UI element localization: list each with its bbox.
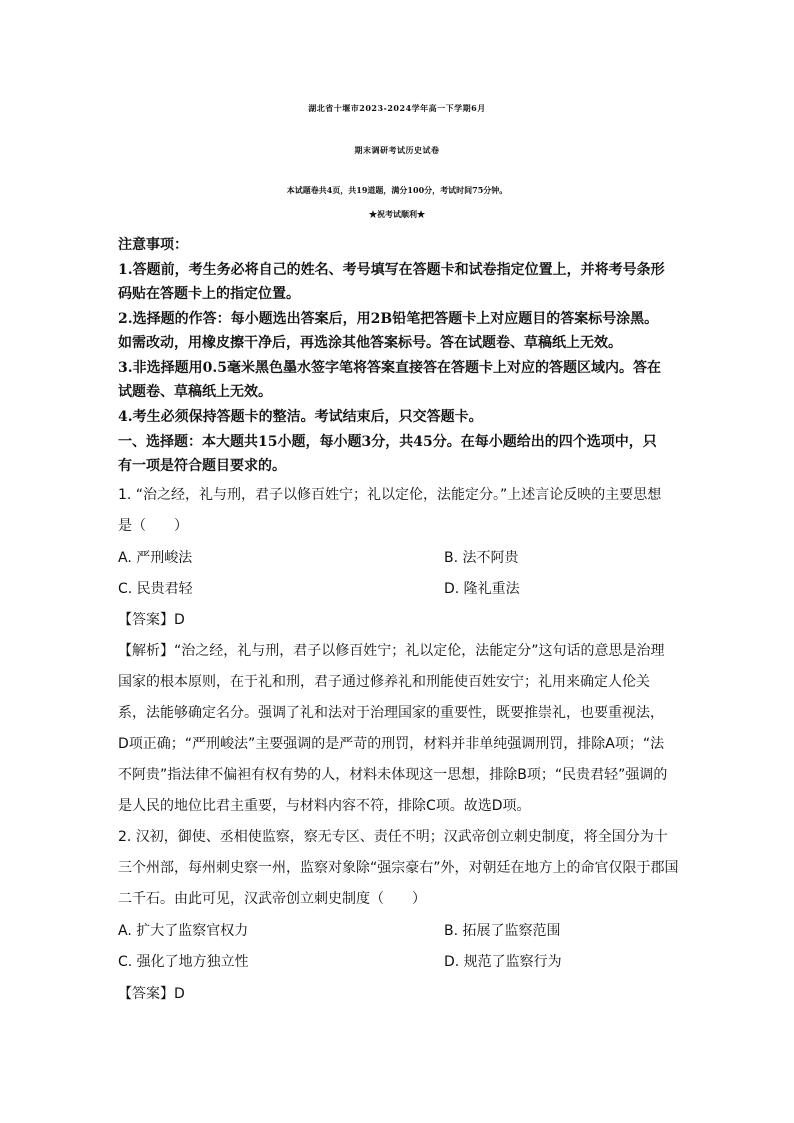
- note-1-line1: 1.答题前，考生务必将自己的姓名、考号填写在答题卡和试卷指定位置上，并将考号条形: [118, 262, 665, 278]
- q1-analysis-line: 【解析】“治之经，礼与刑，君子以修百姓宁；礼以定伦，法能定分”这句话的意思是治理: [118, 643, 665, 659]
- notes-heading: 注意事项：: [118, 237, 188, 253]
- exam-info: 本试题卷共4页，共19道题，满分100分，考试时间75分钟。: [286, 185, 508, 195]
- q1-stem-line1: 1. “治之经，礼与刑，君子以修百姓宁；礼以定伦，法能定分。”上述言论反映的主要思想: [118, 487, 662, 503]
- q2-stem-line: 二千石。由此可见，汉武帝创立刺史制度（ ）: [118, 891, 426, 907]
- q2-option-b: B. 拓展了监察范围: [444, 923, 561, 939]
- q1-option-b: B. 法不阿贵: [444, 550, 519, 566]
- q2-option-a: A. 扩大了监察官权力: [118, 923, 249, 939]
- q1-stem-line2: 是（ ）: [118, 518, 188, 534]
- q2-stem-line: 2. 汉初，御使、丞相使监察，察无专区、责任不明；汉武帝创立刺史制度，将全国分为十: [118, 829, 668, 845]
- q2-option-d: D. 规范了监察行为: [444, 954, 562, 970]
- note-1-line2: 码贴在答题卡上的指定位置。: [118, 286, 300, 302]
- q1-analysis-line: 不阿贵”指法律不偏袒有权有势的人，材料未体现这一思想，排除B项；“民贵君轻”强调的: [118, 767, 668, 783]
- q1-option-c: C. 民贵君轻: [118, 581, 193, 597]
- q1-analysis-line: 是人民的地位比君主重要，与材料内容不符，排除C项。故选D项。: [118, 798, 531, 814]
- q1-analysis-line: 系，法能够确定名分。强调了礼和法对于治理国家的重要性，既要推崇礼，也要重视法，: [118, 705, 664, 721]
- exam-blessing: ★祝考试顺利★: [369, 209, 425, 219]
- q1-option-d: D. 隆礼重法: [444, 581, 520, 597]
- q2-answer: 【答案】D: [118, 986, 185, 1002]
- exam-title-line1: 湖北省十堰市2023-2024学年高一下学期6月: [308, 103, 486, 113]
- q2-stem-line: 三个州部，每州刺史察一州，监察对象除“强宗豪右”外，对朝廷在地方上的命官仅限于郡国: [118, 860, 679, 876]
- note-3-line1: 3.非选择题用0.5毫米黑色墨水签字笔将答案直接答在答题卡上对应的答题区域内。答在: [118, 360, 661, 376]
- note-3-line2: 试题卷、草稿纸上无效。: [118, 384, 272, 400]
- note-2-line2: 如需改动，用橡皮擦干净后，再选涂其他答案标号。答在试题卷、草稿纸上无效。: [118, 335, 622, 351]
- section1-intro-line2: 有一项是符合题目要求的。: [118, 458, 286, 474]
- section1-intro-line1: 一、选择题：本大题共15小题，每小题3分，共45分。在每小题给出的四个选项中，只: [118, 434, 657, 450]
- q1-analysis-line: D项正确；“严刑峻法”主要强调的是严苛的刑罚，材料并非单纯强调刑罚，排除A项；“法: [118, 736, 665, 752]
- note-4: 4.考生必须保持答题卡的整洁。考试结束后，只交答题卡。: [118, 409, 483, 425]
- q2-option-c: C. 强化了地方独立性: [118, 954, 249, 970]
- q1-analysis-line: 国家的根本原则，在于礼和刑，君子通过修养礼和刑能使百姓安宁；礼用来确定人伦关: [118, 674, 650, 690]
- note-2-line1: 2.选择题的作答：每小题选出答案后，用2B铅笔把答题卡上对应题目的答案标号涂黑。: [118, 311, 659, 327]
- q1-option-a: A. 严刑峻法: [118, 550, 193, 566]
- exam-title-line2: 期末调研考试历史试卷: [354, 145, 440, 155]
- q1-answer: 【答案】D: [118, 612, 185, 628]
